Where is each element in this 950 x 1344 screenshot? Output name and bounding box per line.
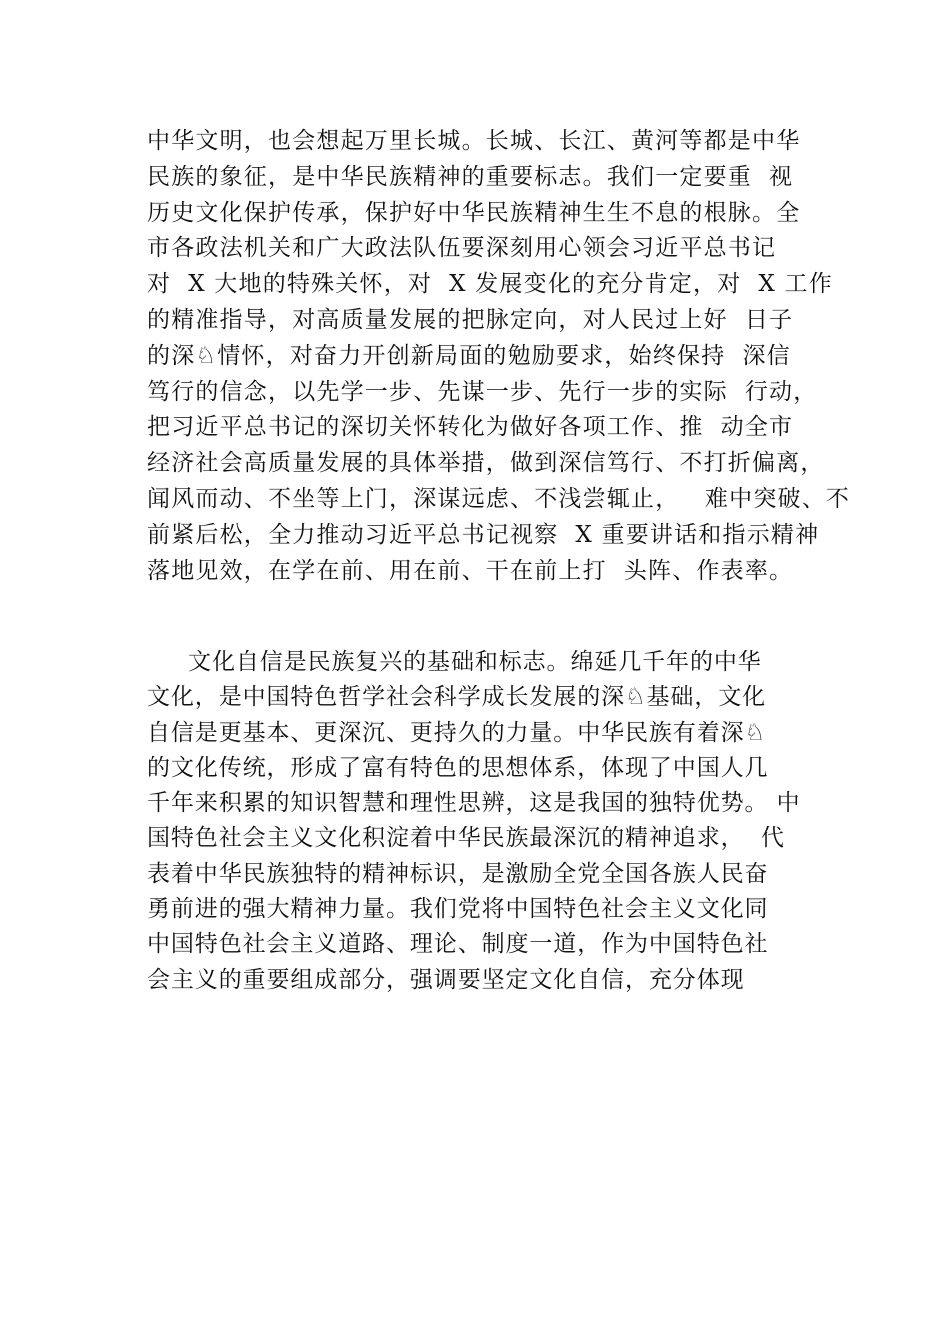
text-line: 勇前进的强大精神力量。我们党将中国特色社会主义文化同: [147, 896, 769, 923]
text-line: 民族的象征，是中华民族精神的重要标志。我们一定要重 视: [147, 163, 794, 190]
text-line: 中华文明，也会想起万里长城。长城、长江、黄河等都是中华: [147, 128, 801, 154]
paragraph-2: [147, 645, 801, 998]
text-line: 前紧后松，全力推动习近平总书记视察 X 重要讲话和指示精神: [147, 521, 820, 548]
paragraph-1: [147, 124, 850, 589]
text-line: 文化，是中国特色哲学社会科学成长发展的深♘基础，文化: [147, 684, 767, 711]
text-line: 表着中华民族独特的精神标识，是激励全党全国各族人民奋: [147, 860, 769, 887]
text-line: 中国特色社会主义道路、理论、制度一道，作为中国特色社: [147, 931, 769, 958]
text-line: 把习近平总书记的深切关怀转化为做好各项工作、推 动全市: [147, 414, 794, 441]
text-line: 闻风而动、不坐等上门，深谋远虑、不浅尝辄止， 难中突破、不: [147, 485, 851, 512]
text-line: 自信是更基本、更深沉、更持久的力量。中华民族有着深♘: [147, 719, 767, 746]
text-line: 的深♘情怀，对奋力开创新局面的勉励要求，始终保持 深信: [147, 342, 791, 369]
text-line: 经济社会高质量发展的具体举措，做到深信笃行、不打折偏离，: [147, 450, 825, 477]
text-line: 的精准指导，对高质量发展的把脉定向，对人民过上好 日子: [147, 306, 794, 333]
text-line: 千年来积累的知识智慧和理性思辨，这是我国的独特优势。 中: [147, 790, 801, 817]
text-line: 文化自信是民族复兴的基础和标志。绵延几千年的中华: [147, 649, 762, 675]
text-line: 对 X 大地的特殊关怀，对 X 发展变化的充分肯定，对 X 工作: [147, 271, 833, 298]
text-line: 笃行的信念，以先学一步、先谋一步、先行一步的实际 行动，: [147, 378, 818, 405]
text-line: 会主义的重要组成部分，强调要坚定文化自信，充分体现: [147, 966, 745, 993]
text-line: 国特色社会主义文化积淀着中华民族最深沉的精神追求， 代: [147, 825, 785, 852]
text-line: 市各政法机关和广大政法队伍要深刻用心领会习近平总书记: [147, 235, 777, 262]
text-line: 落地见效，在学在前、用在前、干在前上打 头阵、作表率。: [147, 557, 794, 584]
text-line: 的文化传统，形成了富有特色的思想体系，体现了中国人几: [147, 754, 769, 781]
text-line: 历史文化保护传承，保护好中华民族精神生生不息的根脉。全: [147, 199, 801, 226]
